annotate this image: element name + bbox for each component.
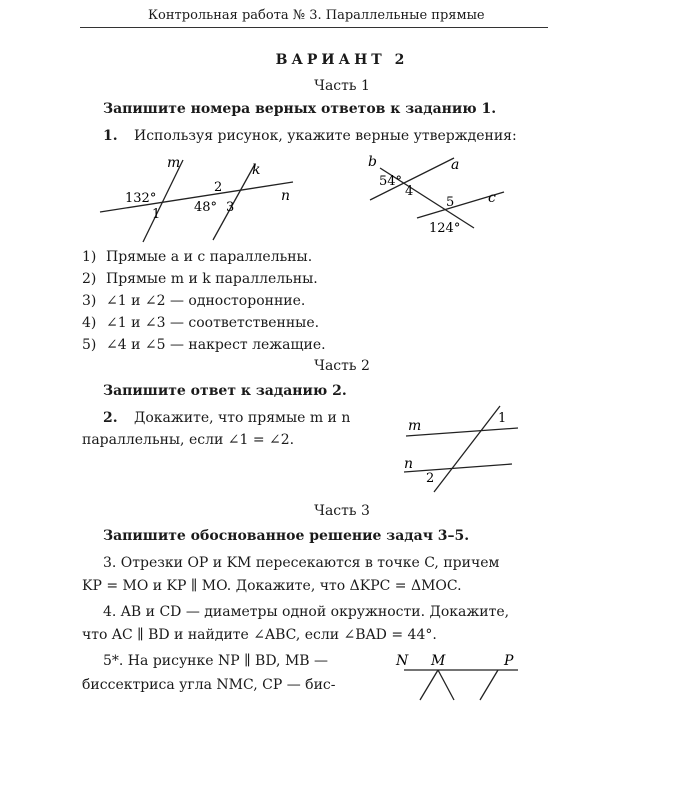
part3-title: Часть 3 (314, 503, 370, 519)
ray-p (480, 670, 498, 700)
option-1 (82, 249, 312, 265)
task1-number: 1. (103, 128, 118, 144)
part1-instruction: Запишите номера верных ответов к заданию 1. (103, 101, 497, 117)
part2-instruction: Запишите ответ к заданию 2. (103, 383, 347, 399)
option-3 (82, 293, 305, 309)
label-c: c (488, 190, 496, 206)
label-n: n (281, 188, 291, 204)
label-a: a (451, 157, 460, 173)
figure-lines-mkn (95, 152, 305, 248)
angle-4: 4 (405, 184, 414, 199)
ray-left (420, 670, 438, 700)
angle-2: 2 (426, 471, 435, 486)
page-header: Контрольная работа № 3. Параллельные прямые (148, 8, 485, 23)
angle-124: 124° (429, 221, 461, 236)
label-m: m (167, 155, 181, 171)
label-n: n (404, 456, 414, 472)
angle-5: 5 (446, 195, 455, 210)
option-text: ∠1 и ∠3 — соответственные. (106, 315, 320, 331)
label-m: m (408, 418, 422, 434)
angle-3: 3 (226, 200, 235, 215)
figure-lines-abc (362, 150, 512, 240)
task5-line1: 5*. На рисунке NP ∥ BD, MB — (103, 653, 329, 669)
header-rule (80, 27, 548, 28)
task1-text: Используя рисунок, укажите верные утверждения: (134, 128, 517, 144)
option-number: 2) (82, 271, 97, 287)
angle-132: 132° (125, 191, 157, 206)
option-2 (82, 271, 318, 287)
option-4 (82, 315, 319, 331)
figure-lines-mn (398, 400, 526, 496)
part3-instruction: Запишите обоснованное решение задач 3–5. (103, 528, 470, 544)
option-text: Прямые a и c параллельны. (106, 249, 313, 265)
task4-line1: 4. AB и CD — диаметры одной окружности. Докажите, (103, 604, 510, 620)
angle-1: 1 (498, 411, 507, 426)
secant (434, 406, 500, 492)
label-b: b (368, 154, 377, 170)
part2-title: Часть 2 (314, 358, 370, 374)
task2-number: 2. (103, 410, 118, 426)
line-m (406, 428, 518, 436)
option-number: 3) (82, 293, 97, 309)
label-N: N (396, 653, 409, 669)
angle-54: 54° (379, 174, 403, 189)
task5-line2: биссектриса угла NMC, CP — бис- (82, 677, 336, 693)
variant-title: ВАРИАНТ 2 (275, 52, 409, 68)
option-text: ∠1 и ∠2 — односторонние. (106, 293, 306, 309)
ray-right (438, 670, 454, 700)
option-text: ∠4 и ∠5 — накрест лежащие. (106, 337, 326, 353)
angle-2: 2 (214, 180, 223, 195)
line-n (404, 464, 512, 472)
option-number: 1) (82, 249, 97, 265)
part1-title: Часть 1 (314, 78, 370, 94)
task4-line2: что AC ∥ BD и найдите ∠ABC, если ∠BAD = 44°. (82, 627, 437, 643)
option-text: Прямые m и k параллельны. (106, 271, 318, 287)
option-number: 4) (82, 315, 97, 331)
label-M: M (431, 653, 446, 669)
task3-line2: KP = MO и KP ∥ MO. Докажите, что ΔKPC = ΔMOC. (82, 578, 462, 594)
task2-line2: параллельны, если ∠1 = ∠2. (82, 432, 295, 448)
angle-1: 1 (152, 207, 161, 222)
task2-line1: Докажите, что прямые m и n (134, 410, 351, 426)
option-5 (82, 337, 326, 353)
figure-task5 (390, 648, 530, 704)
label-P: P (504, 653, 514, 669)
label-k: k (252, 162, 261, 178)
option-number: 5) (82, 337, 97, 353)
task3-line1: 3. Отрезки OP и KM пересекаются в точке C, причем (103, 555, 500, 571)
angle-48: 48° (194, 200, 218, 215)
